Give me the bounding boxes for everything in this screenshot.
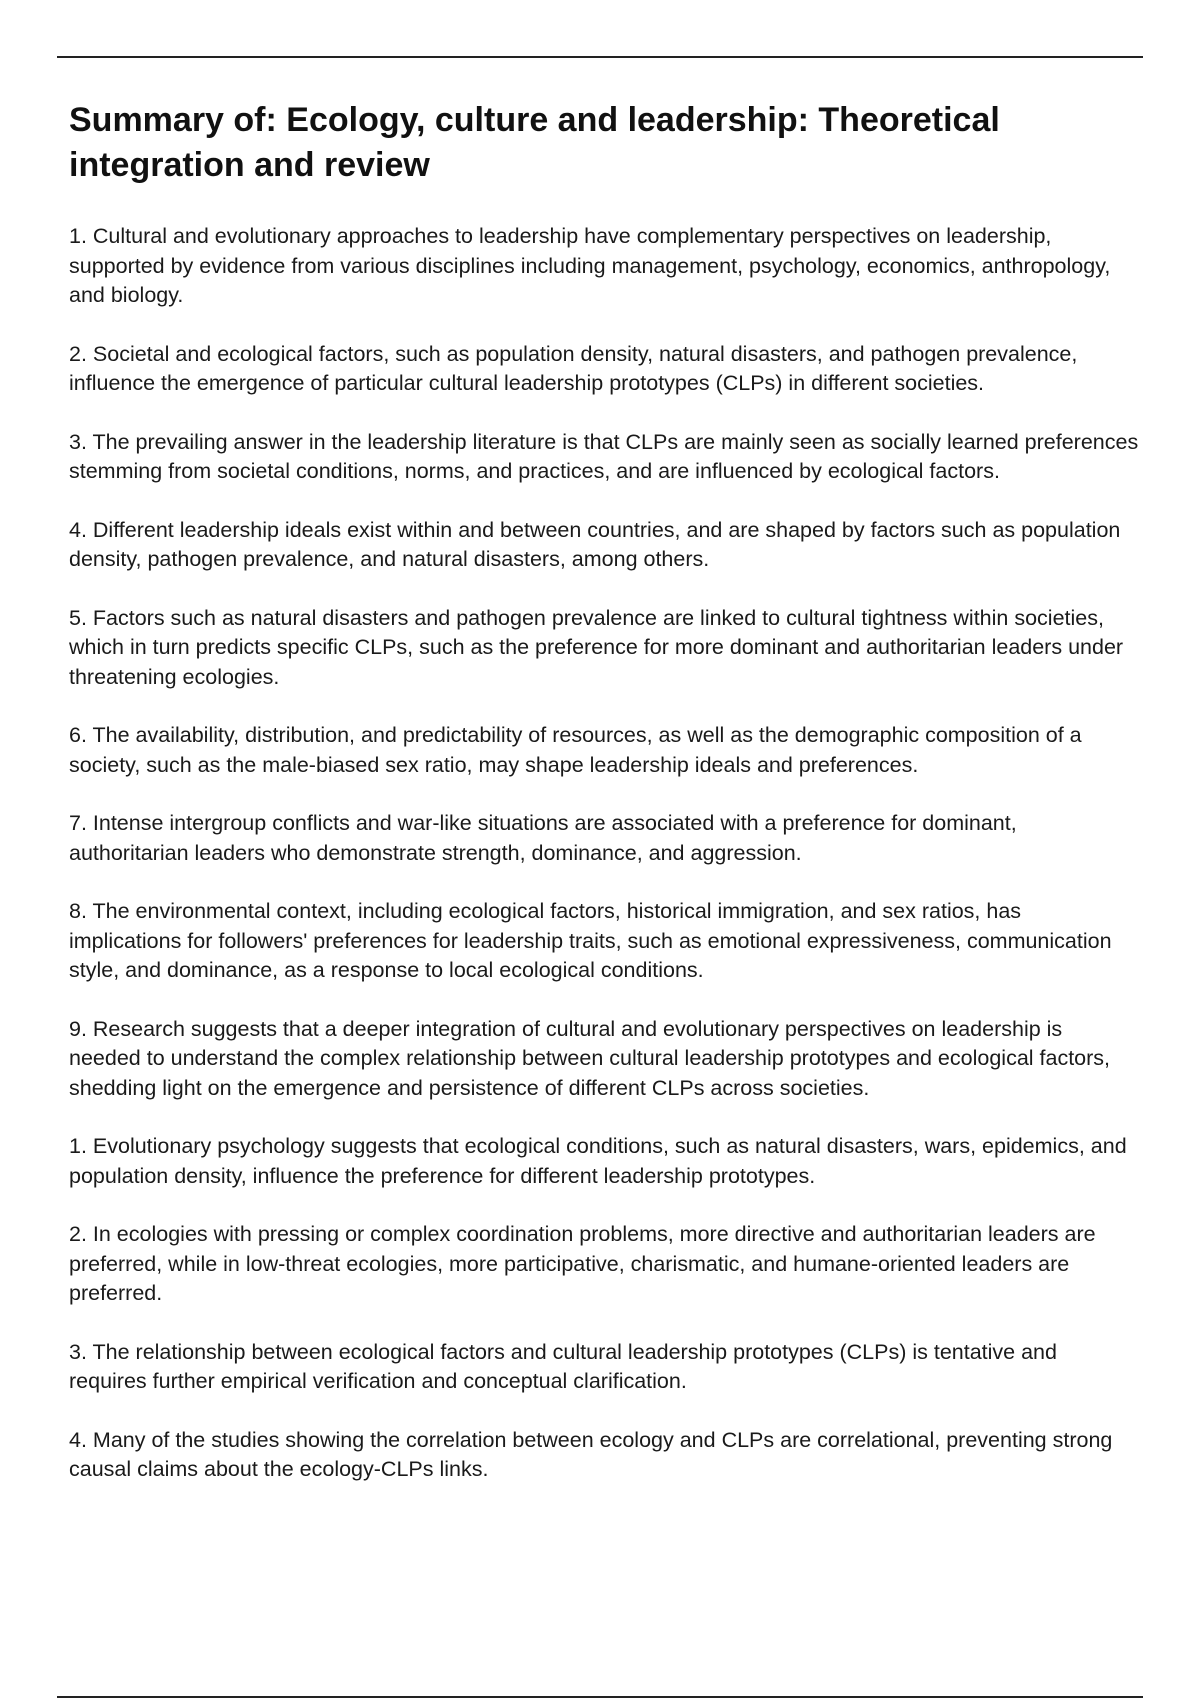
summary-paragraph-8: 8. The environmental context, including ecological factors, historical immigration, and sex ratios, has implications for followers' preferences for leadership traits, such as emotional expressiveness, communication style, and dominance, as a response to local ecological conditions. bbox=[69, 899, 1112, 982]
summary-paragraph-2: 2. Societal and ecological factors, such as population density, natural disasters, and pathogen prevalence, influence the emergence of particular cultural leadership prototypes (CLPs) in different societies. bbox=[69, 341, 1078, 395]
summary-paragraph-9: 9. Research suggests that a deeper integration of cultural and evolutionary perspectives on leadership is needed to understand the complex relationship between cultural leadership prototypes and ecological factors, shedding light on the emergence and persistence of different CLPs across societies. bbox=[69, 1016, 1111, 1100]
summary-paragraph-11: 2. In ecologies with pressing or complex coordination problems, more directive and authoritarian leaders are preferred, while in low-threat ecologies, more participative, charismatic, and humane-oriented leaders are preferred. bbox=[69, 1222, 1096, 1305]
summary-paragraph-10: 1. Evolutionary psychology suggests that ecological conditions, such as natural disasters, wars, epidemics, and population density, influence the preference for different leadership prototypes. bbox=[69, 1134, 1127, 1188]
summary-paragraph-4: 4. Different leadership ideals exist within and between countries, and are shaped by factors such as population density, pathogen prevalence, and natural disasters, among others. bbox=[69, 517, 1121, 571]
summary-paragraph-5: 5. Factors such as natural disasters and pathogen prevalence are linked to cultural tightness within societies, which in turn predicts specific CLPs, such as the preference for more dominant and authoritarian leaders under threatening ecologies. bbox=[69, 605, 1124, 689]
document-title: Summary of: Ecology, culture and leadership: Theoretical integration and review bbox=[69, 101, 1000, 184]
summary-paragraph-13: 4. Many of the studies showing the correlation between ecology and CLPs are correlational, preventing strong causal claims about the ecology-CLPs links. bbox=[69, 1427, 1113, 1481]
summary-paragraph-12: 3. The relationship between ecological factors and cultural leadership prototypes (CLPs) is tentative and requires further empirical verification and conceptual clarification. bbox=[69, 1339, 1057, 1393]
bottom-divider bbox=[57, 1696, 1143, 1698]
summary-paragraph-6: 6. The availability, distribution, and predictability of resources, as well as the demographic composition of a society, such as the male-biased sex ratio, may shape leadership ideals and preferences. bbox=[69, 723, 1082, 777]
summary-paragraph-7: 7. Intense intergroup conflicts and war-like situations are associated with a preference for dominant, authoritarian leaders who demonstrate strength, dominance, and aggression. bbox=[69, 811, 1017, 865]
summary-paragraph-3: 3. The prevailing answer in the leadership literature is that CLPs are mainly seen as socially learned preferences stemming from societal conditions, norms, and practices, and are influenced by ecological factors. bbox=[69, 429, 1139, 483]
top-divider bbox=[57, 56, 1143, 58]
document-body bbox=[69, 98, 1139, 1514]
summary-paragraph-1: 1. Cultural and evolutionary approaches to leadership have complementary perspectives on leadership, supported by evidence from various disciplines including management, psychology, economics, anthropology, and biology. bbox=[69, 224, 1111, 307]
